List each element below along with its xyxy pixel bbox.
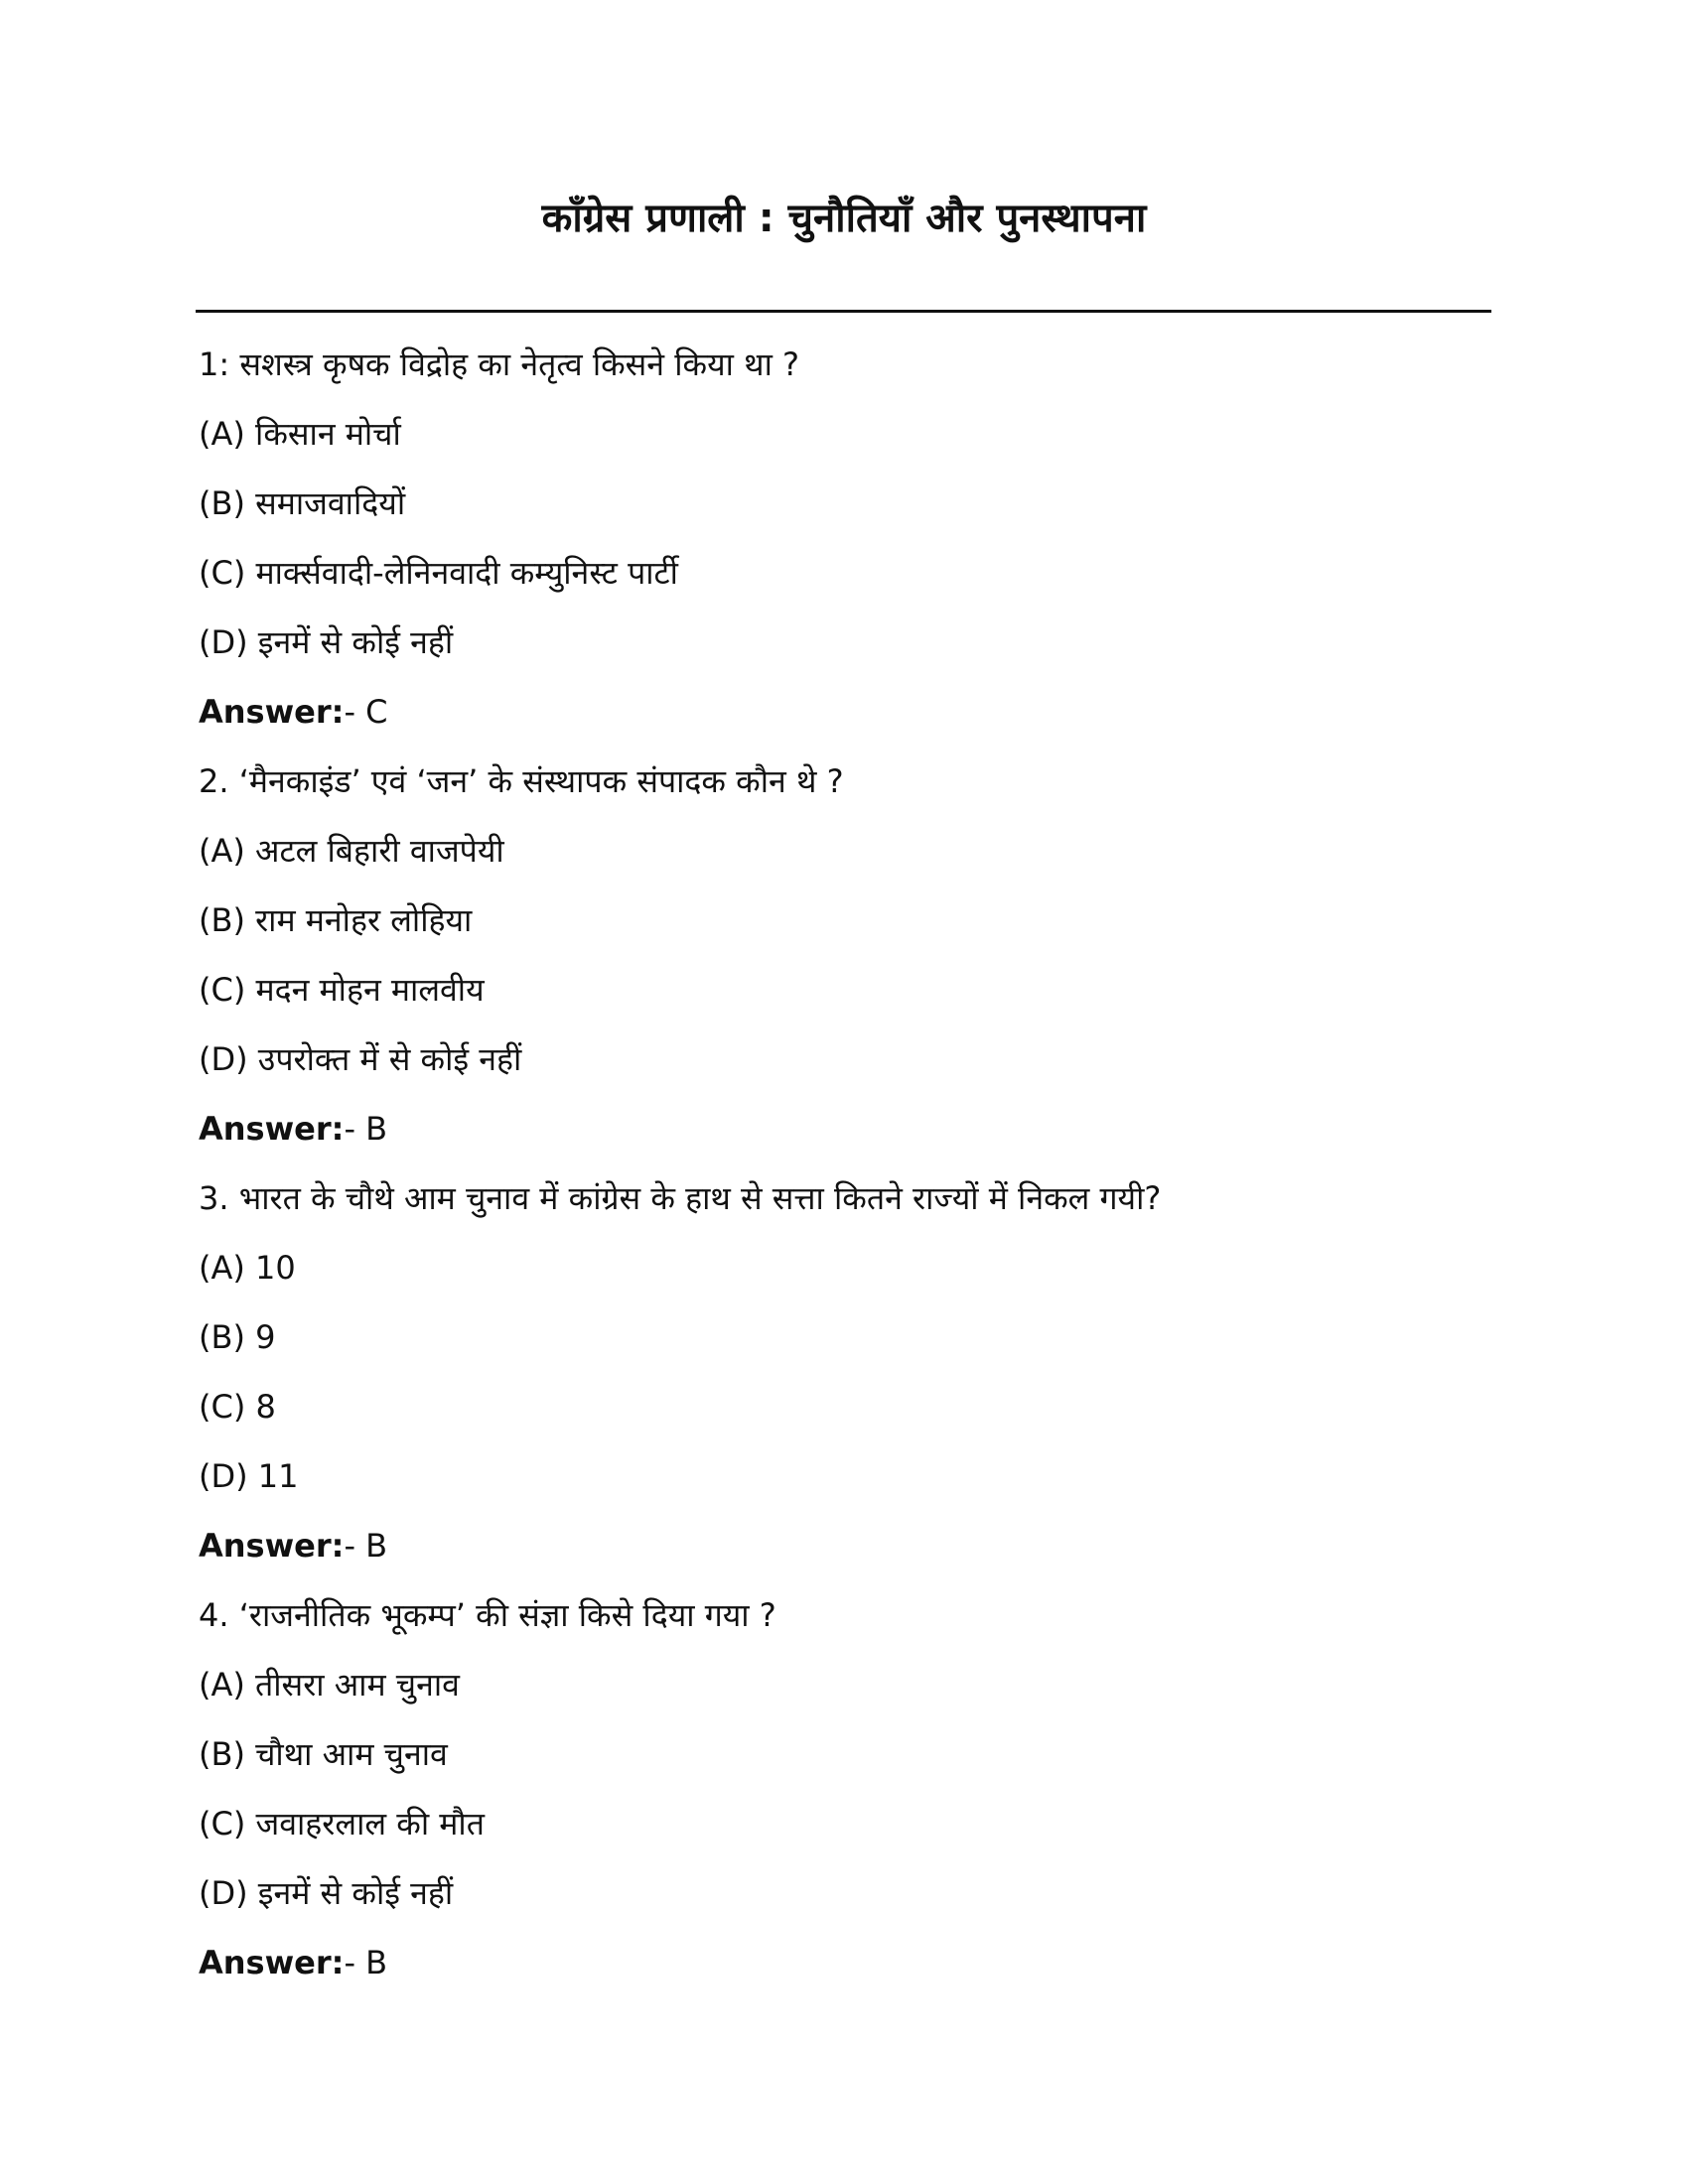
question-block-1: [199, 330, 1489, 747]
answer-line: [199, 677, 1489, 747]
option-a: (A) किसान मोर्चा: [199, 415, 401, 453]
answer-value: - B: [344, 1944, 388, 1981]
option-b: (B) चौथा आम चुनाव: [199, 1735, 448, 1773]
answer-value: - B: [344, 1110, 388, 1148]
question-text: 4. ‘राजनीतिक भूकम्प’ की संज्ञा किसे दिया गया ?: [199, 1596, 776, 1634]
title-divider: [196, 310, 1491, 313]
page-title: काँग्रेस प्रणाली : चुनौतियाँ और पुनस्थापना: [541, 196, 1147, 241]
option-d: (D) इनमें से कोई नहीं: [199, 623, 454, 661]
option-d: (D) उपरोक्त में से कोई नहीं: [199, 1040, 522, 1078]
question-text: 2. ‘मैनकाइंड’ एवं ‘जन’ के संस्थापक संपादक कौन थे ?: [199, 762, 844, 800]
option-b: (B) 9: [199, 1318, 276, 1356]
question-block-4: [199, 1580, 1489, 1997]
option-c: (C) जवाहरलाल की मौत: [199, 1805, 485, 1843]
option-a: (A) अटल बिहारी वाजपेयी: [199, 832, 504, 870]
question-text: 3. भारत के चौथे आम चुनाव में कांग्रेस के हाथ से सत्ता कितने राज्यों में निकल गयी?: [199, 1179, 1162, 1217]
question-block-3: [199, 1163, 1489, 1580]
option-a: (A) 10: [199, 1249, 296, 1287]
option-d: (D) 11: [199, 1457, 299, 1495]
answer-label: Answer:: [199, 1110, 345, 1148]
option-c: (C) 8: [199, 1388, 276, 1426]
answer-line: [199, 1094, 1489, 1163]
answer-label: Answer:: [199, 1527, 345, 1565]
question-text: 1: सशस्त्र कृषक विद्रोह का नेतृत्व किसने किया था ?: [199, 345, 800, 383]
answer-value: - C: [344, 693, 388, 731]
question-list: [199, 330, 1489, 1997]
option-c: (C) मदन मोहन मालवीय: [199, 971, 485, 1009]
question-block-2: [199, 747, 1489, 1163]
answer-line: [199, 1511, 1489, 1580]
option-b: (B) राम मनोहर लोहिया: [199, 901, 473, 939]
option-d: (D) इनमें से कोई नहीं: [199, 1874, 454, 1912]
answer-line: [199, 1928, 1489, 1997]
answer-label: Answer:: [199, 693, 345, 731]
option-a: (A) तीसरा आम चुनाव: [199, 1666, 460, 1704]
answer-value: - B: [344, 1527, 388, 1565]
option-c: (C) मार्क्सवादी-लेनिनवादी कम्युनिस्ट पार्टी: [199, 554, 678, 592]
option-b: (B) समाजवादियों: [199, 484, 406, 522]
answer-label: Answer:: [199, 1944, 345, 1981]
